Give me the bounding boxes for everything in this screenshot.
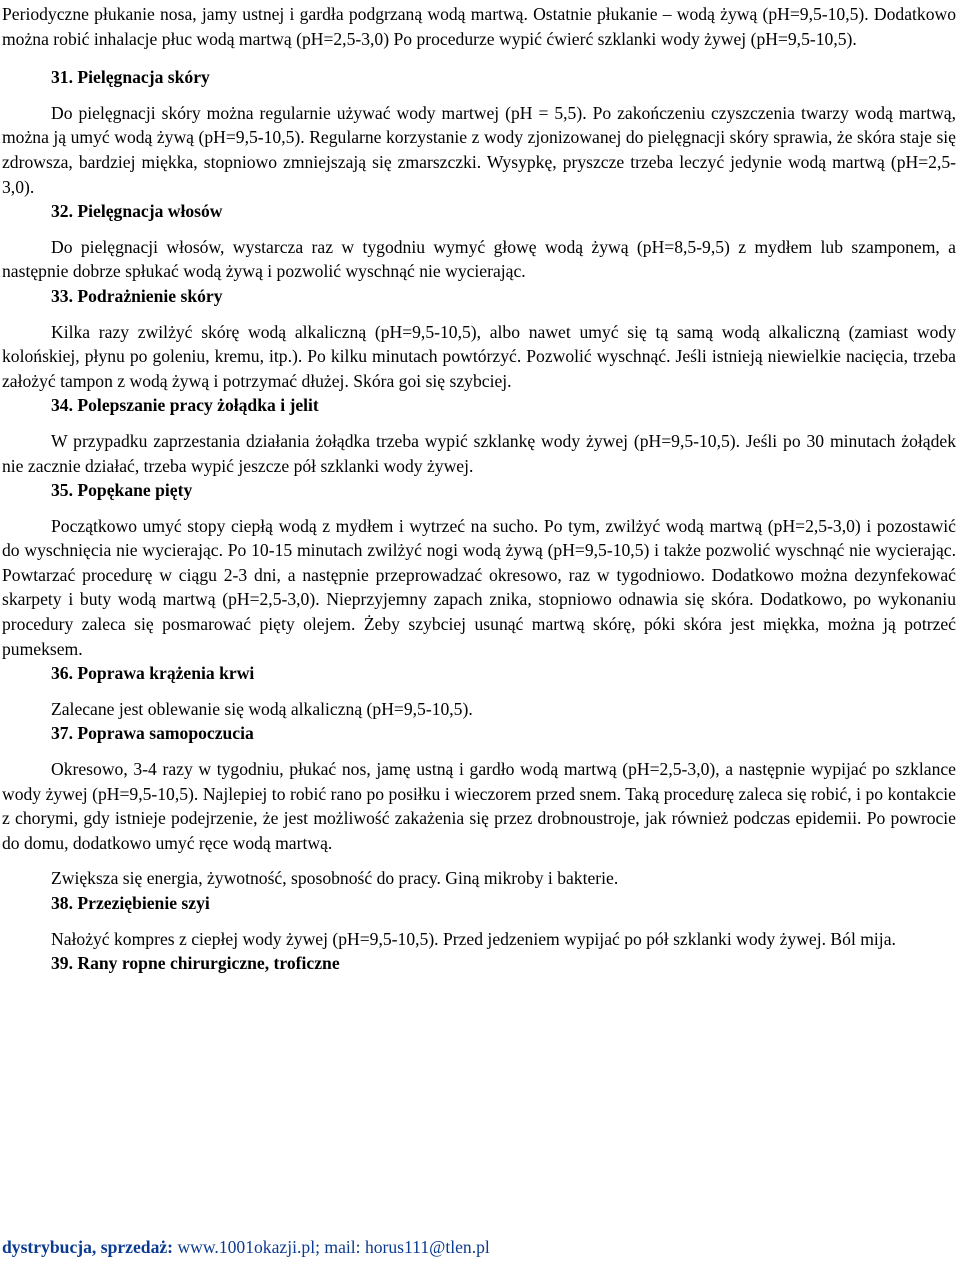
footer-distribution (2, 1235, 490, 1259)
intro-paragraph: Periodyczne płukanie nosa, jamy ustnej i gardła podgrzaną wodą martwą. Ostatnie płukanie – wodą żywą (pH=9,5-10,5). Dodatkowo można robić inhalacje płuc wodą martwą (pH=2,5-3,0) Po procedurze wypić ćwierć szklanki wody żywej (pH=9,5-10,5). (2, 4, 956, 49)
section-heading: 35. Popękane pięty (51, 480, 193, 501)
section-paragraph: Do pielęgnacji włosów, wystarcza raz w tygodniu wymyć głowę wodą żywą (pH=8,5-9,5) z mydłem lub szamponem, a następnie dobrze spłukać wodą żywą i pozwolić wyschnąć nie wycierając. (2, 236, 956, 282)
footer-website-link[interactable]: www.1001okazji.pl (177, 1237, 316, 1257)
section-paragraph: Okresowo, 3-4 razy w tygodniu, płukać nos, jamę ustną i gardło wodą martwą (pH=2,5-3,0), a następnie wypijać po szklance wody żywej (pH=9,5-10,5). Najlepiej to robić rano po posiłku i wieczorem przed snem. Taką procedurę zaleca się robić, i po kontakcie z chorymi, gdy istnieje podejrzenie, że jest możliwość zakażenia się przez drobnoustroje, jak również podczas epidemii. Po powrocie do domu, dodatkowo umyć ręce wodą martwą. (2, 759, 956, 853)
section-heading: 39. Rany ropne chirurgiczne, troficzne (51, 953, 340, 974)
section-heading: 33. Podrażnienie skóry (51, 285, 223, 306)
section-heading: 31. Pielęgnacja skóry (51, 67, 210, 88)
footer-label: dystrybucja, sprzedaż: (2, 1237, 174, 1257)
section-heading: 34. Polepszanie pracy żołądka i jelit (51, 395, 319, 416)
section-paragraph: W przypadku zaprzestania działania żołądka trzeba wypić szklankę wody żywej (pH=9,5-10,5). Jeśli po 30 minutach żołądek nie zacznie działać, trzeba wypić jeszcze pół szklanki wody żywej. (2, 430, 956, 476)
section-heading: 32. Pielęgnacja włosów (51, 201, 223, 222)
section-paragraph: Do pielęgnacji skóry można regularnie używać wody martwej (pH = 5,5). Po zakończeniu czyszczenia twarzy wodą martwą, można ją umyć wodą żywą (pH=9,5-10,5). Regularne korzystanie z wody zjonizowanej do pielęgnacji skóry sprawia, że skóra staje się zdrowsza, bardziej miękka, stopniowo zmniejszają się zmarszczki. Wysypkę, pryszcze trzeba leczyć jedynie wodą martwą (pH=2,5-3,0). (2, 102, 956, 197)
section-paragraph: Początkowo umyć stopy ciepłą wodą z mydłem i wytrzeć na sucho. Po tym, zwilżyć wodą martwą (pH=2,5-3,0) i pozostawić do wyschnięcia nie wycierając. Po 10-15 minutach zwilżyć nogi wodą żywą (pH=9,5-10,5) i także pozwolić wyschnąć nie wycierając. Powtarzać procedurę w ciągu 2-3 dni, a następnie przeprowadzać okresowo, raz w tygodniowo. Dodatkowo można dezynfekować skarpety i buty wodą martwą (pH=2,5-3,0). Nieprzyjemny zapach znika, stopniowo odnawia się skóra. Dodatkowo, po wykonaniu procedury zaleca się posmarować pięty olejem. Żeby szybciej usunąć martwą skórę, póki skóra jest miękka, można ją potrzeć pumeksem. (2, 515, 956, 659)
footer-email-link[interactable]: horus111@tlen.pl (364, 1237, 490, 1257)
section-heading: 36. Poprawa krążenia krwi (51, 663, 255, 684)
section-heading: 38. Przeziębienie szyi (51, 893, 210, 913)
section-heading: 37. Poprawa samopoczucia (51, 723, 254, 744)
section-paragraph: Kilka razy zwilżyć skórę wodą alkaliczną (pH=9,5-10,5), albo nawet umyć się tą samą wodą alkaliczną (zamiast wody kolońskiej, płynu po goleniu, kremu, itp.). Po kilku minutach powtórzyć. Pozwolić wyschnąć. Jeśli istnieją niewielkie nacięcia, trzeba założyć tampon z wodą żywą i potrzymać dłużej. Skóra goi się szybciej. (2, 321, 956, 391)
section-paragraph: Zwiększa się energia, żywotność, sposobność do pracy. Giną mikroby i bakterie. (51, 868, 619, 889)
footer-separator: ; mail: (315, 1237, 365, 1257)
section-paragraph: Nałożyć kompres z ciepłej wody żywej (pH=9,5-10,5). Przed jedzeniem wypijać po pół szklanki wody żywej. Ból mija. (51, 928, 896, 949)
section-paragraph: Zalecane jest oblewanie się wodą alkaliczną (pH=9,5-10,5). (51, 698, 473, 719)
